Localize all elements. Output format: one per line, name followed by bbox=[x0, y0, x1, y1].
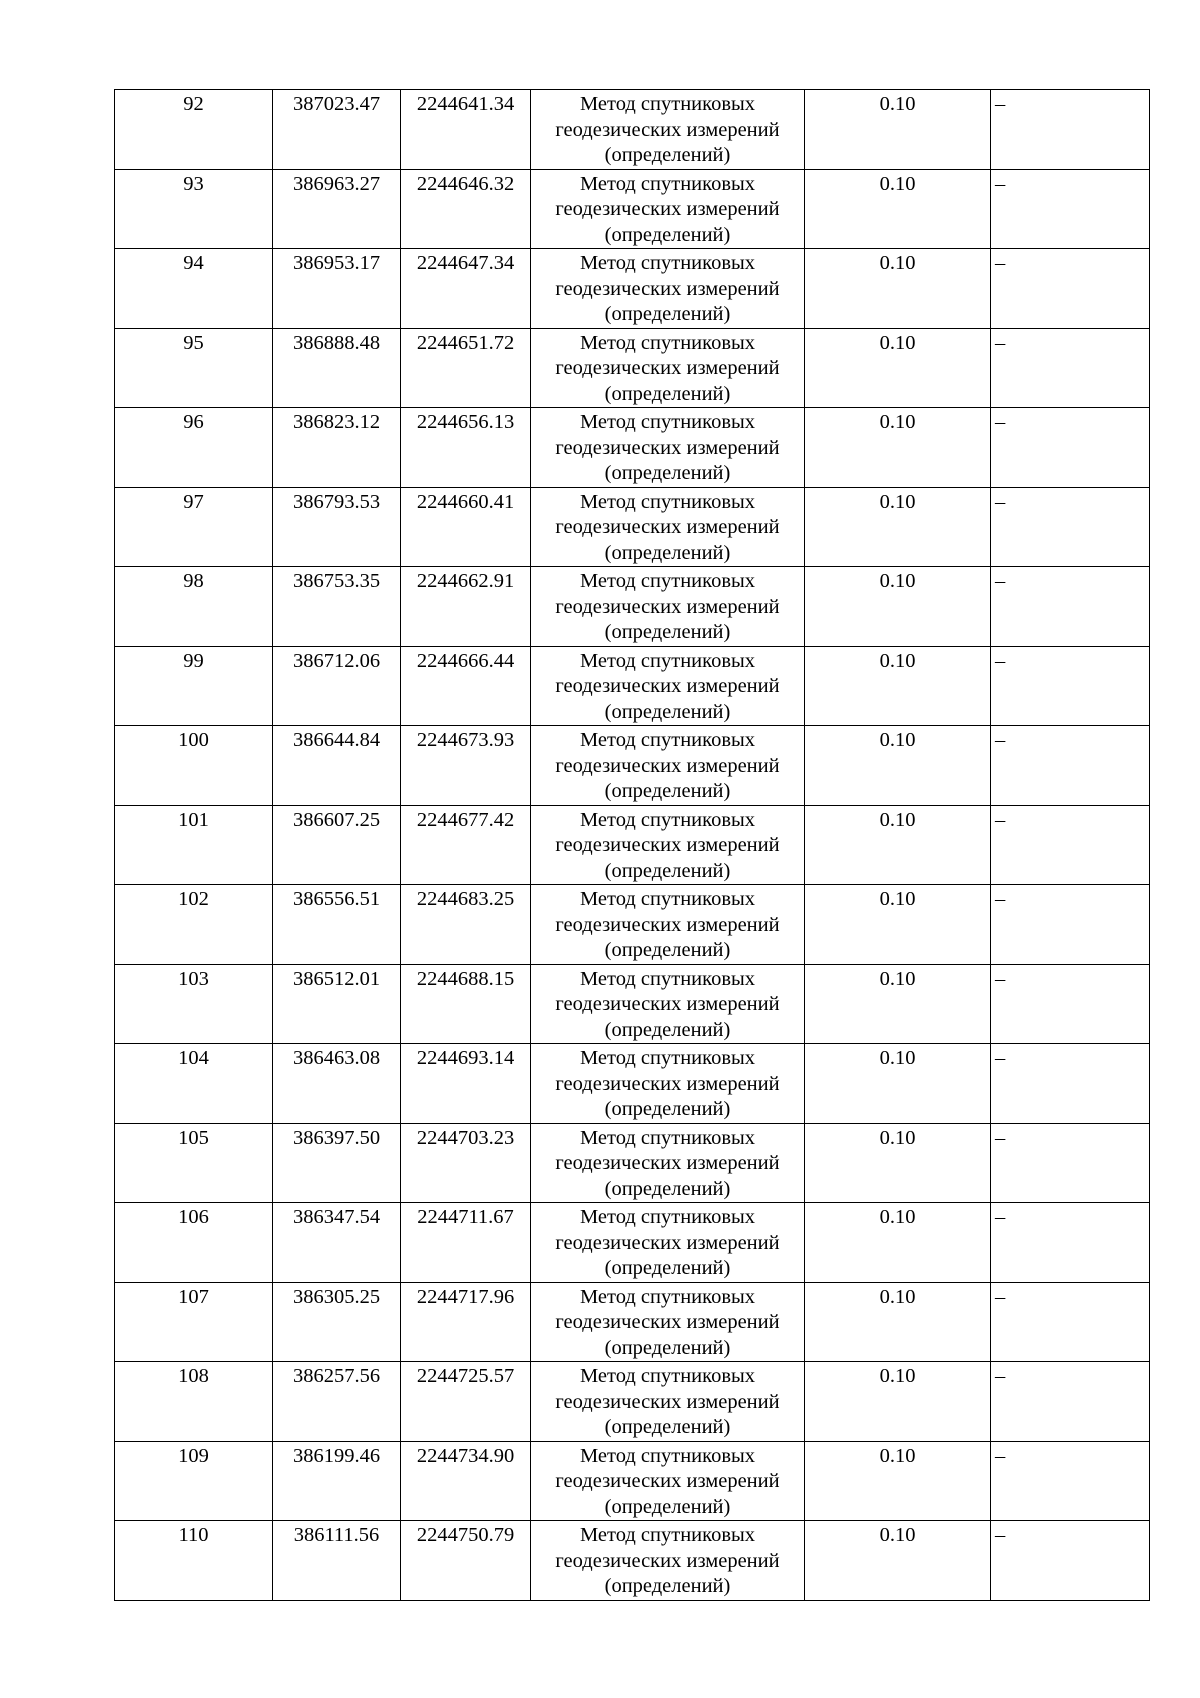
method-line: (определений) bbox=[604, 939, 731, 961]
method-line: Метод спутниковых bbox=[579, 808, 756, 831]
method-line: (определений) bbox=[604, 382, 731, 405]
accuracy-cell: 0.10 bbox=[805, 169, 991, 249]
method-line: геодезических измерений bbox=[555, 595, 780, 618]
accuracy-cell: 0.10 bbox=[805, 249, 991, 329]
coordinate-x-cell: 386111.56 bbox=[273, 1521, 401, 1601]
method-cell bbox=[531, 805, 805, 885]
point-number-cell: 103 bbox=[115, 964, 273, 1044]
method-line: Метод спутниковых bbox=[579, 490, 756, 513]
table-row bbox=[115, 90, 1150, 170]
coordinate-y-cell: 2244703.23 bbox=[401, 1123, 531, 1203]
accuracy-cell: 0.10 bbox=[805, 646, 991, 726]
note-cell: – bbox=[991, 885, 1150, 965]
note-cell: – bbox=[991, 1362, 1150, 1442]
table-row bbox=[115, 328, 1150, 408]
note-cell: – bbox=[991, 1282, 1150, 1362]
coordinate-x-cell: 386712.06 bbox=[273, 646, 401, 726]
point-number-cell: 104 bbox=[115, 1044, 273, 1124]
coordinate-y-cell: 2244677.42 bbox=[401, 805, 531, 885]
accuracy-cell: 0.10 bbox=[805, 1044, 991, 1124]
method-cell bbox=[531, 487, 805, 567]
coordinate-y-cell: 2244647.34 bbox=[401, 249, 531, 329]
table-row bbox=[115, 805, 1150, 885]
coordinate-y-cell: 2244725.57 bbox=[401, 1362, 531, 1442]
coordinate-x-cell: 387023.47 bbox=[273, 90, 401, 170]
method-line: Метод спутниковых bbox=[579, 1444, 756, 1467]
point-number-cell: 105 bbox=[115, 1123, 273, 1203]
table-row bbox=[115, 1203, 1150, 1283]
point-number-cell: 96 bbox=[115, 408, 273, 488]
coordinate-y-cell: 2244656.13 bbox=[401, 408, 531, 488]
method-line: (определений) bbox=[604, 462, 731, 484]
coordinate-y-cell: 2244673.93 bbox=[401, 726, 531, 806]
point-number-cell: 110 bbox=[115, 1521, 273, 1601]
coordinate-y-cell: 2244693.14 bbox=[401, 1044, 531, 1124]
table-row bbox=[115, 964, 1150, 1044]
table-body bbox=[115, 90, 1150, 1601]
note-cell: – bbox=[991, 1044, 1150, 1124]
coordinate-x-cell: 386463.08 bbox=[273, 1044, 401, 1124]
method-line: Метод спутниковых bbox=[579, 93, 756, 115]
accuracy-cell: 0.10 bbox=[805, 408, 991, 488]
method-cell bbox=[531, 1203, 805, 1283]
coordinate-x-cell: 386963.27 bbox=[273, 169, 401, 249]
method-line: геодезических измерений bbox=[555, 834, 780, 856]
point-number-cell: 97 bbox=[115, 487, 273, 567]
method-cell bbox=[531, 249, 805, 329]
note-cell: – bbox=[991, 567, 1150, 647]
coordinate-x-cell: 386607.25 bbox=[273, 805, 401, 885]
note-cell: – bbox=[991, 1441, 1150, 1521]
method-line: Метод спутниковых bbox=[579, 729, 756, 751]
method-line: геодезических измерений bbox=[555, 993, 780, 1015]
note-cell: – bbox=[991, 487, 1150, 567]
accuracy-cell: 0.10 bbox=[805, 567, 991, 647]
accuracy-cell: 0.10 bbox=[805, 885, 991, 965]
point-number-cell: 108 bbox=[115, 1362, 273, 1442]
method-cell bbox=[531, 1441, 805, 1521]
method-line: Метод спутниковых bbox=[579, 967, 756, 990]
method-line: геодезических измерений bbox=[555, 436, 780, 459]
method-line: геодезических измерений bbox=[555, 754, 780, 777]
method-cell bbox=[531, 1123, 805, 1203]
method-line: (определений) bbox=[604, 1495, 731, 1518]
point-number-cell: 93 bbox=[115, 169, 273, 249]
note-cell: – bbox=[991, 408, 1150, 488]
method-line: Метод спутниковых bbox=[579, 888, 756, 910]
method-cell bbox=[531, 646, 805, 726]
coordinate-y-cell: 2244660.41 bbox=[401, 487, 531, 567]
method-cell bbox=[531, 1362, 805, 1442]
method-line: Метод спутниковых bbox=[579, 1047, 756, 1069]
method-line: (определений) bbox=[604, 1336, 731, 1359]
note-cell: – bbox=[991, 1203, 1150, 1283]
table-row bbox=[115, 1123, 1150, 1203]
method-line: (определений) bbox=[604, 1018, 731, 1041]
note-cell: – bbox=[991, 1521, 1150, 1601]
accuracy-cell: 0.10 bbox=[805, 1203, 991, 1283]
method-cell bbox=[531, 408, 805, 488]
method-cell bbox=[531, 885, 805, 965]
point-number-cell: 95 bbox=[115, 328, 273, 408]
point-number-cell: 94 bbox=[115, 249, 273, 329]
coordinates-table bbox=[114, 89, 1150, 1601]
method-cell bbox=[531, 726, 805, 806]
table-row bbox=[115, 726, 1150, 806]
method-line: Метод спутниковых bbox=[579, 1524, 756, 1546]
method-line: геодезических измерений bbox=[555, 1390, 780, 1413]
coordinate-y-cell: 2244711.67 bbox=[401, 1203, 531, 1283]
note-cell: – bbox=[991, 805, 1150, 885]
table-row bbox=[115, 1282, 1150, 1362]
coordinate-x-cell: 386512.01 bbox=[273, 964, 401, 1044]
coordinate-x-cell: 386793.53 bbox=[273, 487, 401, 567]
coordinate-x-cell: 386556.51 bbox=[273, 885, 401, 965]
method-line: геодезических измерений bbox=[555, 1549, 780, 1572]
method-line: Метод спутниковых bbox=[579, 1206, 756, 1228]
table-row bbox=[115, 567, 1150, 647]
method-line: геодезических измерений bbox=[555, 357, 780, 379]
coordinate-y-cell: 2244666.44 bbox=[401, 646, 531, 726]
accuracy-cell: 0.10 bbox=[805, 964, 991, 1044]
coordinate-y-cell: 2244734.90 bbox=[401, 1441, 531, 1521]
method-cell bbox=[531, 567, 805, 647]
table-row bbox=[115, 1362, 1150, 1442]
method-line: Метод спутниковых bbox=[579, 411, 756, 433]
coordinate-x-cell: 386347.54 bbox=[273, 1203, 401, 1283]
point-number-cell: 109 bbox=[115, 1441, 273, 1521]
coordinate-x-cell: 386888.48 bbox=[273, 328, 401, 408]
method-line: (определений) bbox=[604, 859, 731, 882]
accuracy-cell: 0.10 bbox=[805, 805, 991, 885]
coordinate-x-cell: 386257.56 bbox=[273, 1362, 401, 1442]
point-number-cell: 99 bbox=[115, 646, 273, 726]
method-line: Метод спутниковых bbox=[579, 172, 756, 195]
method-line: геодезических измерений bbox=[555, 1311, 780, 1333]
point-number-cell: 98 bbox=[115, 567, 273, 647]
coordinate-y-cell: 2244646.32 bbox=[401, 169, 531, 249]
note-cell: – bbox=[991, 328, 1150, 408]
method-line: геодезических измерений bbox=[555, 675, 780, 697]
note-cell: – bbox=[991, 249, 1150, 329]
point-number-cell: 102 bbox=[115, 885, 273, 965]
note-cell: – bbox=[991, 726, 1150, 806]
coordinate-x-cell: 386305.25 bbox=[273, 1282, 401, 1362]
method-line: Метод спутниковых bbox=[579, 570, 756, 592]
method-cell bbox=[531, 1044, 805, 1124]
table-row bbox=[115, 249, 1150, 329]
accuracy-cell: 0.10 bbox=[805, 328, 991, 408]
method-line: геодезических измерений bbox=[555, 1152, 780, 1174]
table-row bbox=[115, 487, 1150, 567]
coordinate-y-cell: 2244688.15 bbox=[401, 964, 531, 1044]
accuracy-cell: 0.10 bbox=[805, 487, 991, 567]
method-line: геодезических измерений bbox=[555, 198, 780, 220]
coordinate-y-cell: 2244717.96 bbox=[401, 1282, 531, 1362]
coordinate-x-cell: 386397.50 bbox=[273, 1123, 401, 1203]
point-number-cell: 92 bbox=[115, 90, 273, 170]
method-line: геодезических измерений bbox=[555, 1231, 780, 1254]
method-line: геодезических измерений bbox=[555, 277, 780, 300]
point-number-cell: 107 bbox=[115, 1282, 273, 1362]
method-line: (определений) bbox=[604, 541, 731, 564]
table-row bbox=[115, 885, 1150, 965]
note-cell: – bbox=[991, 169, 1150, 249]
point-number-cell: 100 bbox=[115, 726, 273, 806]
method-cell bbox=[531, 328, 805, 408]
method-line: (определений) bbox=[604, 1177, 731, 1200]
accuracy-cell: 0.10 bbox=[805, 1521, 991, 1601]
method-line: (определений) bbox=[604, 780, 731, 802]
method-line: Метод спутниковых bbox=[579, 1285, 756, 1308]
method-cell bbox=[531, 1282, 805, 1362]
note-cell: – bbox=[991, 1123, 1150, 1203]
method-line: геодезических измерений bbox=[555, 118, 780, 141]
method-line: геодезических измерений bbox=[555, 1470, 780, 1492]
coordinate-y-cell: 2244750.79 bbox=[401, 1521, 531, 1601]
table-row bbox=[115, 169, 1150, 249]
accuracy-cell: 0.10 bbox=[805, 1123, 991, 1203]
table-row bbox=[115, 1521, 1150, 1601]
method-line: (определений) bbox=[604, 303, 731, 325]
method-line: (определений) bbox=[604, 1416, 731, 1438]
note-cell: – bbox=[991, 646, 1150, 726]
note-cell: – bbox=[991, 964, 1150, 1044]
coordinate-x-cell: 386953.17 bbox=[273, 249, 401, 329]
accuracy-cell: 0.10 bbox=[805, 1441, 991, 1521]
coordinate-x-cell: 386644.84 bbox=[273, 726, 401, 806]
coordinate-y-cell: 2244651.72 bbox=[401, 328, 531, 408]
accuracy-cell: 0.10 bbox=[805, 1282, 991, 1362]
method-line: (определений) bbox=[604, 621, 731, 643]
accuracy-cell: 0.10 bbox=[805, 90, 991, 170]
coordinate-x-cell: 386823.12 bbox=[273, 408, 401, 488]
point-number-cell: 106 bbox=[115, 1203, 273, 1283]
method-line: (определений) bbox=[604, 144, 731, 166]
method-line: (определений) bbox=[604, 1575, 731, 1597]
method-line: геодезических измерений bbox=[555, 516, 780, 538]
method-line: Метод спутниковых bbox=[579, 1126, 756, 1149]
table-row bbox=[115, 408, 1150, 488]
table-row bbox=[115, 1044, 1150, 1124]
accuracy-cell: 0.10 bbox=[805, 1362, 991, 1442]
method-line: (определений) bbox=[604, 700, 731, 723]
method-cell bbox=[531, 1521, 805, 1601]
method-line: (определений) bbox=[604, 1098, 731, 1120]
method-line: (определений) bbox=[604, 223, 731, 246]
method-cell bbox=[531, 964, 805, 1044]
coordinate-x-cell: 386753.35 bbox=[273, 567, 401, 647]
method-line: Метод спутниковых bbox=[579, 649, 756, 672]
method-line: геодезических измерений bbox=[555, 913, 780, 936]
method-line: Метод спутниковых bbox=[579, 1365, 756, 1387]
coordinate-x-cell: 386199.46 bbox=[273, 1441, 401, 1521]
coordinate-y-cell: 2244683.25 bbox=[401, 885, 531, 965]
note-cell: – bbox=[991, 90, 1150, 170]
point-number-cell: 101 bbox=[115, 805, 273, 885]
method-line: Метод спутниковых bbox=[579, 331, 756, 354]
table-row bbox=[115, 646, 1150, 726]
accuracy-cell: 0.10 bbox=[805, 726, 991, 806]
method-cell bbox=[531, 90, 805, 170]
table-row bbox=[115, 1441, 1150, 1521]
method-cell bbox=[531, 169, 805, 249]
coordinate-y-cell: 2244662.91 bbox=[401, 567, 531, 647]
coordinate-y-cell: 2244641.34 bbox=[401, 90, 531, 170]
method-line: геодезических измерений bbox=[555, 1072, 780, 1095]
method-line: Метод спутниковых bbox=[579, 252, 756, 274]
method-line: (определений) bbox=[604, 1257, 731, 1279]
